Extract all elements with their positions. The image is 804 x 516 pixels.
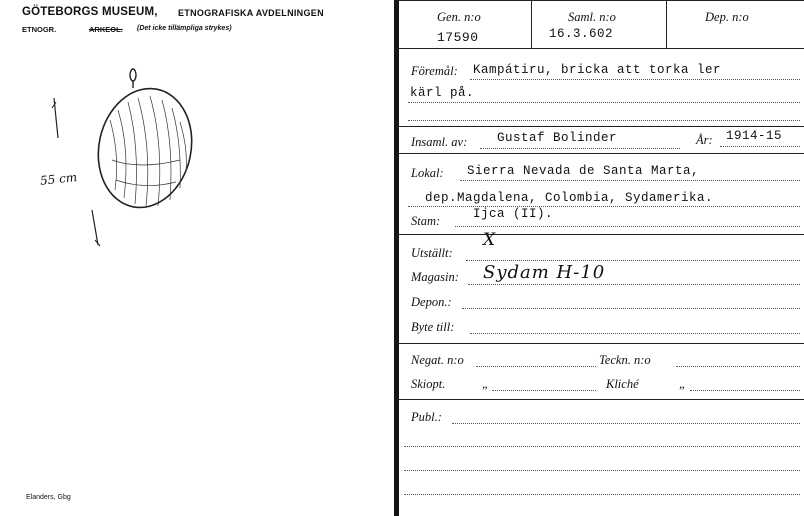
kliche-ditto-mark: „ <box>679 377 686 391</box>
magasin-dotted-line <box>468 284 800 285</box>
saml-label: Saml. n:o <box>568 10 616 24</box>
arkeol-label: ARKEOL. <box>89 25 123 34</box>
section-rule-2 <box>399 153 804 154</box>
publ-dotted-line-4 <box>404 494 800 495</box>
publ-dotted-line-3 <box>404 470 800 471</box>
foremal-dotted-line-2 <box>408 102 800 103</box>
size-note: 55 cm <box>39 170 78 188</box>
depon-dotted-line <box>462 308 800 309</box>
dep-label: Dep. n:o <box>705 10 749 24</box>
skiopt-label: Skiopt. <box>411 377 446 391</box>
utstallt-label: Utställt: <box>411 246 453 260</box>
publ-dotted-line-2 <box>404 446 800 447</box>
publ-label: Publ.: <box>411 410 442 424</box>
lokal-dotted-line-2 <box>408 206 800 207</box>
ar-value: 1914-15 <box>726 129 783 143</box>
ar-dotted-line <box>720 146 800 147</box>
section-rule-4 <box>399 343 804 344</box>
kliche-dotted-line <box>690 390 800 391</box>
ar-label: År: <box>696 133 713 147</box>
negat-label: Negat. n:o <box>411 353 464 367</box>
header-divider-1 <box>531 0 532 48</box>
museum-name: GÖTEBORGS MUSEUM, <box>22 6 158 18</box>
insaml-label: Insaml. av: <box>411 135 468 149</box>
section-rule-3 <box>399 234 804 235</box>
lokal-line-1: Sierra Nevada de Santa Marta, <box>467 164 700 178</box>
skiopt-dotted-line <box>492 390 596 391</box>
gen-label: Gen. n:o <box>437 10 481 24</box>
lokal-dotted-line <box>460 180 800 181</box>
strike-note: (Det icke tillämpliga strykes) <box>137 25 232 32</box>
object-sketch <box>40 60 200 260</box>
section-rule-1 <box>399 126 804 127</box>
section-rule-5 <box>399 399 804 400</box>
magasin-label: Magasin: <box>411 270 459 284</box>
department-name: ETNOGRAFISKA AVDELNINGEN <box>178 8 324 18</box>
card-divider <box>394 0 399 516</box>
gen-value: 17590 <box>437 30 479 45</box>
insaml-value: Gustaf Bolinder <box>497 131 618 145</box>
kliche-label: Kliché <box>606 377 639 391</box>
lokal-line-2: dep.Magdalena, Colombia, Sydamerika. <box>425 191 714 205</box>
foremal-line-2: kärl på. <box>410 86 475 100</box>
utstallt-value: X <box>483 230 496 250</box>
teckn-label: Teckn. n:o <box>599 353 651 367</box>
foremal-label: Föremål: <box>411 64 458 78</box>
byte-dotted-line <box>470 333 800 334</box>
teckn-dotted-line <box>676 366 800 367</box>
insaml-dotted-line <box>480 148 680 149</box>
utstallt-dotted-line <box>466 260 800 261</box>
magasin-value: Sydam H-10 <box>483 262 606 283</box>
depon-label: Depon.: <box>411 295 452 309</box>
foremal-dotted-line-3 <box>408 120 800 121</box>
byte-label: Byte till: <box>411 320 455 334</box>
foremal-dotted-line <box>470 79 800 80</box>
header-bottom-rule <box>399 48 804 49</box>
saml-value: 16.3.602 <box>549 27 614 41</box>
header-top-rule <box>399 0 804 1</box>
stam-dotted-line <box>455 226 800 227</box>
stam-value: Ijca (II). <box>473 207 554 221</box>
lokal-label: Lokal: <box>411 166 444 180</box>
skiopt-ditto-mark: „ <box>482 377 489 391</box>
etnogr-label: ETNOGR. <box>22 25 57 34</box>
publ-dotted-line-1 <box>452 423 800 424</box>
stam-label: Stam: <box>411 214 441 228</box>
header-divider-2 <box>666 0 667 48</box>
printer-name: Elanders, Gbg <box>26 494 71 501</box>
negat-dotted-line <box>476 366 596 367</box>
foremal-line-1: Kampátiru, bricka att torka ler <box>473 63 722 77</box>
